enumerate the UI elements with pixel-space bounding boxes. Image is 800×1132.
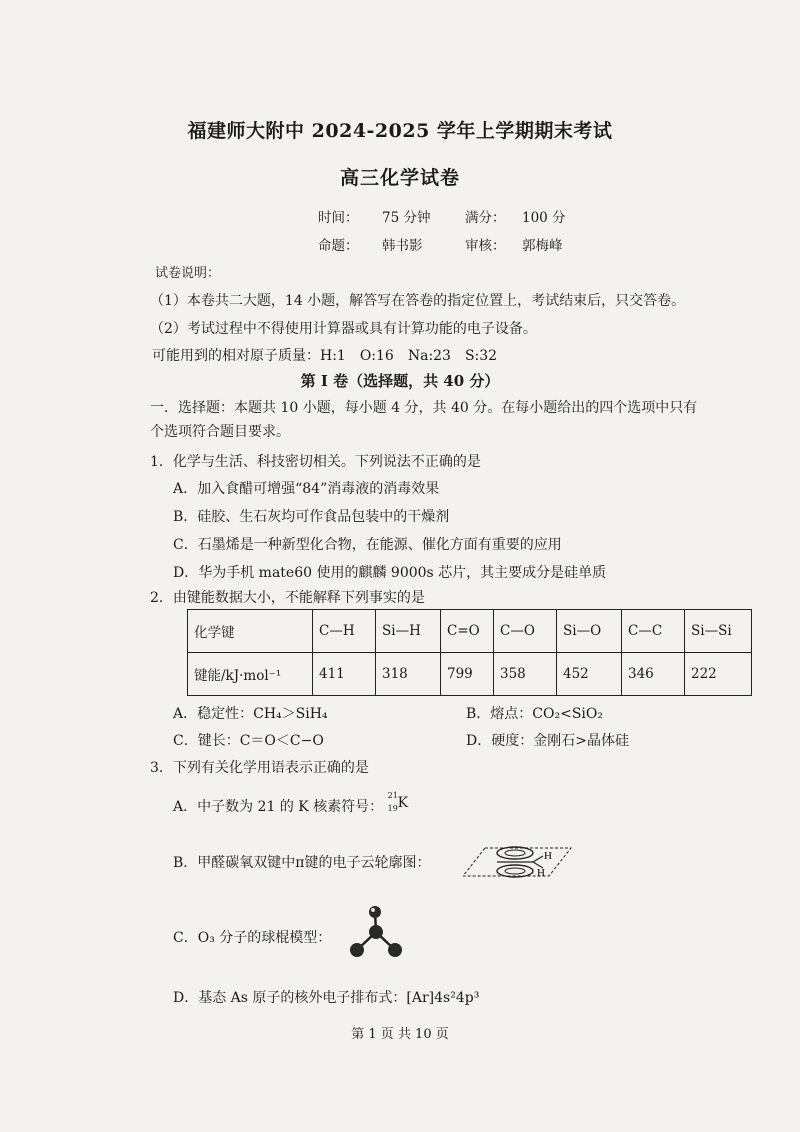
time-value: 75 分钟	[382, 210, 431, 226]
table-header-row	[188, 610, 752, 653]
q2-option-a: A．稳定性：CH₄＞SiH₄	[173, 706, 328, 722]
q1-option-d: D．华为手机 mate60 使用的麒麟 9000s 芯片，其主要成分是硅单质	[173, 565, 607, 581]
section-desc-line1: 一．选择题：本题共 10 小题，每小题 4 分，共 40 分。在每小题给出的四个选项中只有	[150, 400, 698, 416]
table-header-cell: C—C	[622, 610, 685, 653]
table-cell: 358	[494, 653, 557, 696]
q3-option-b-text: B．甲醛碳氧双键中π键的电子云轮廓图：	[173, 855, 431, 871]
table-cell: 346	[622, 653, 685, 696]
svg-text:H: H	[544, 850, 552, 862]
table-header-cell: C=O	[441, 610, 494, 653]
q3-option-a	[173, 791, 412, 816]
svg-text:H: H	[537, 867, 545, 879]
table-cell: 411	[313, 653, 376, 696]
q1-option-b: B．硅胶、生石灰均可作食品包装中的干燥剂	[173, 509, 450, 525]
q1-stem: 1．化学与生活、科技密切相关。下列说法不正确的是	[150, 454, 481, 470]
ozone-ball-stick-icon	[345, 902, 407, 962]
score-value: 100 分	[522, 210, 566, 226]
table-header-cell: Si—Si	[685, 610, 752, 653]
q2-option-d: D．硬度：金刚石>晶体硅	[466, 733, 629, 749]
q2-option-b: B．熔点：CO₂<SiO₂	[466, 706, 603, 722]
q2-option-c: C．键长：C＝O＜C−O	[173, 733, 324, 749]
author-label: 命题：	[318, 238, 359, 254]
reviewer-label: 审核：	[465, 238, 506, 254]
score-label: 满分：	[465, 210, 506, 226]
table-header-cell: 化学键	[188, 610, 313, 653]
q2-stem: 2．由键能数据大小，不能解释下列事实的是	[150, 590, 425, 606]
time-label: 时间：	[318, 210, 359, 226]
exam-title: 福建师大附中 2024-2025 学年上学期期末考试	[187, 120, 613, 142]
table-cell: 799	[441, 653, 494, 696]
author-value: 韩书影	[382, 238, 423, 254]
section-title: 第 I 卷（选择题，共 40 分）	[300, 372, 500, 390]
q3-stem: 3．下列有关化学用语表示正确的是	[150, 760, 369, 776]
table-header-cell: C—H	[313, 610, 376, 653]
q1-option-c: C．石墨烯是一种新型化合物，在能源、催化方面有重要的应用	[173, 537, 562, 553]
instruction-item-2: （2）考试过程中不得使用计算器或具有计算功能的电子设备。	[150, 321, 537, 337]
bond-energy-table	[187, 609, 752, 696]
q3-option-d: D．基态 As 原子的核外电子排布式：[Ar]4s²4p³	[173, 990, 480, 1006]
section-desc-line2: 个选项符合题目要求。	[150, 424, 290, 440]
instructions-heading: 试卷说明：	[155, 266, 221, 281]
table-header-cell: C—O	[494, 610, 557, 653]
nuclide-mass-number: 21	[387, 791, 398, 800]
table-row	[188, 653, 752, 696]
exam-subtitle: 高三化学试卷	[339, 167, 460, 189]
atomic-masses: 可能用到的相对原子质量：H:1 O:16 Na:23 S:32	[152, 348, 498, 364]
nuclide-atomic-number: 19	[387, 804, 398, 813]
instruction-item-1: （1）本卷共二大题，14 小题，解答写在答卷的指定位置上，考试结束后，只交答卷。	[150, 293, 686, 309]
reviewer-value: 郭梅峰	[522, 238, 563, 254]
q3-option-c-text: C．O₃ 分子的球棍模型：	[173, 930, 332, 946]
table-header-cell: Si—O	[557, 610, 622, 653]
q3-option-a-text: A．中子数为 21 的 K 核素符号：	[173, 799, 384, 815]
q1-option-a: A．加入食醋可增强“84”消毒液的消毒效果	[173, 481, 440, 497]
table-header-cell: Si—H	[376, 610, 441, 653]
nuclide-symbol	[387, 791, 412, 815]
table-cell: 318	[376, 653, 441, 696]
nuclide-element: K	[397, 795, 409, 811]
table-cell: 222	[685, 653, 752, 696]
pi-bond-cloud-icon	[463, 840, 573, 884]
table-row-label: 键能/kJ·mol⁻¹	[188, 653, 313, 696]
table-cell: 452	[557, 653, 622, 696]
page-footer: 第 1 页 共 10 页	[351, 1027, 449, 1042]
